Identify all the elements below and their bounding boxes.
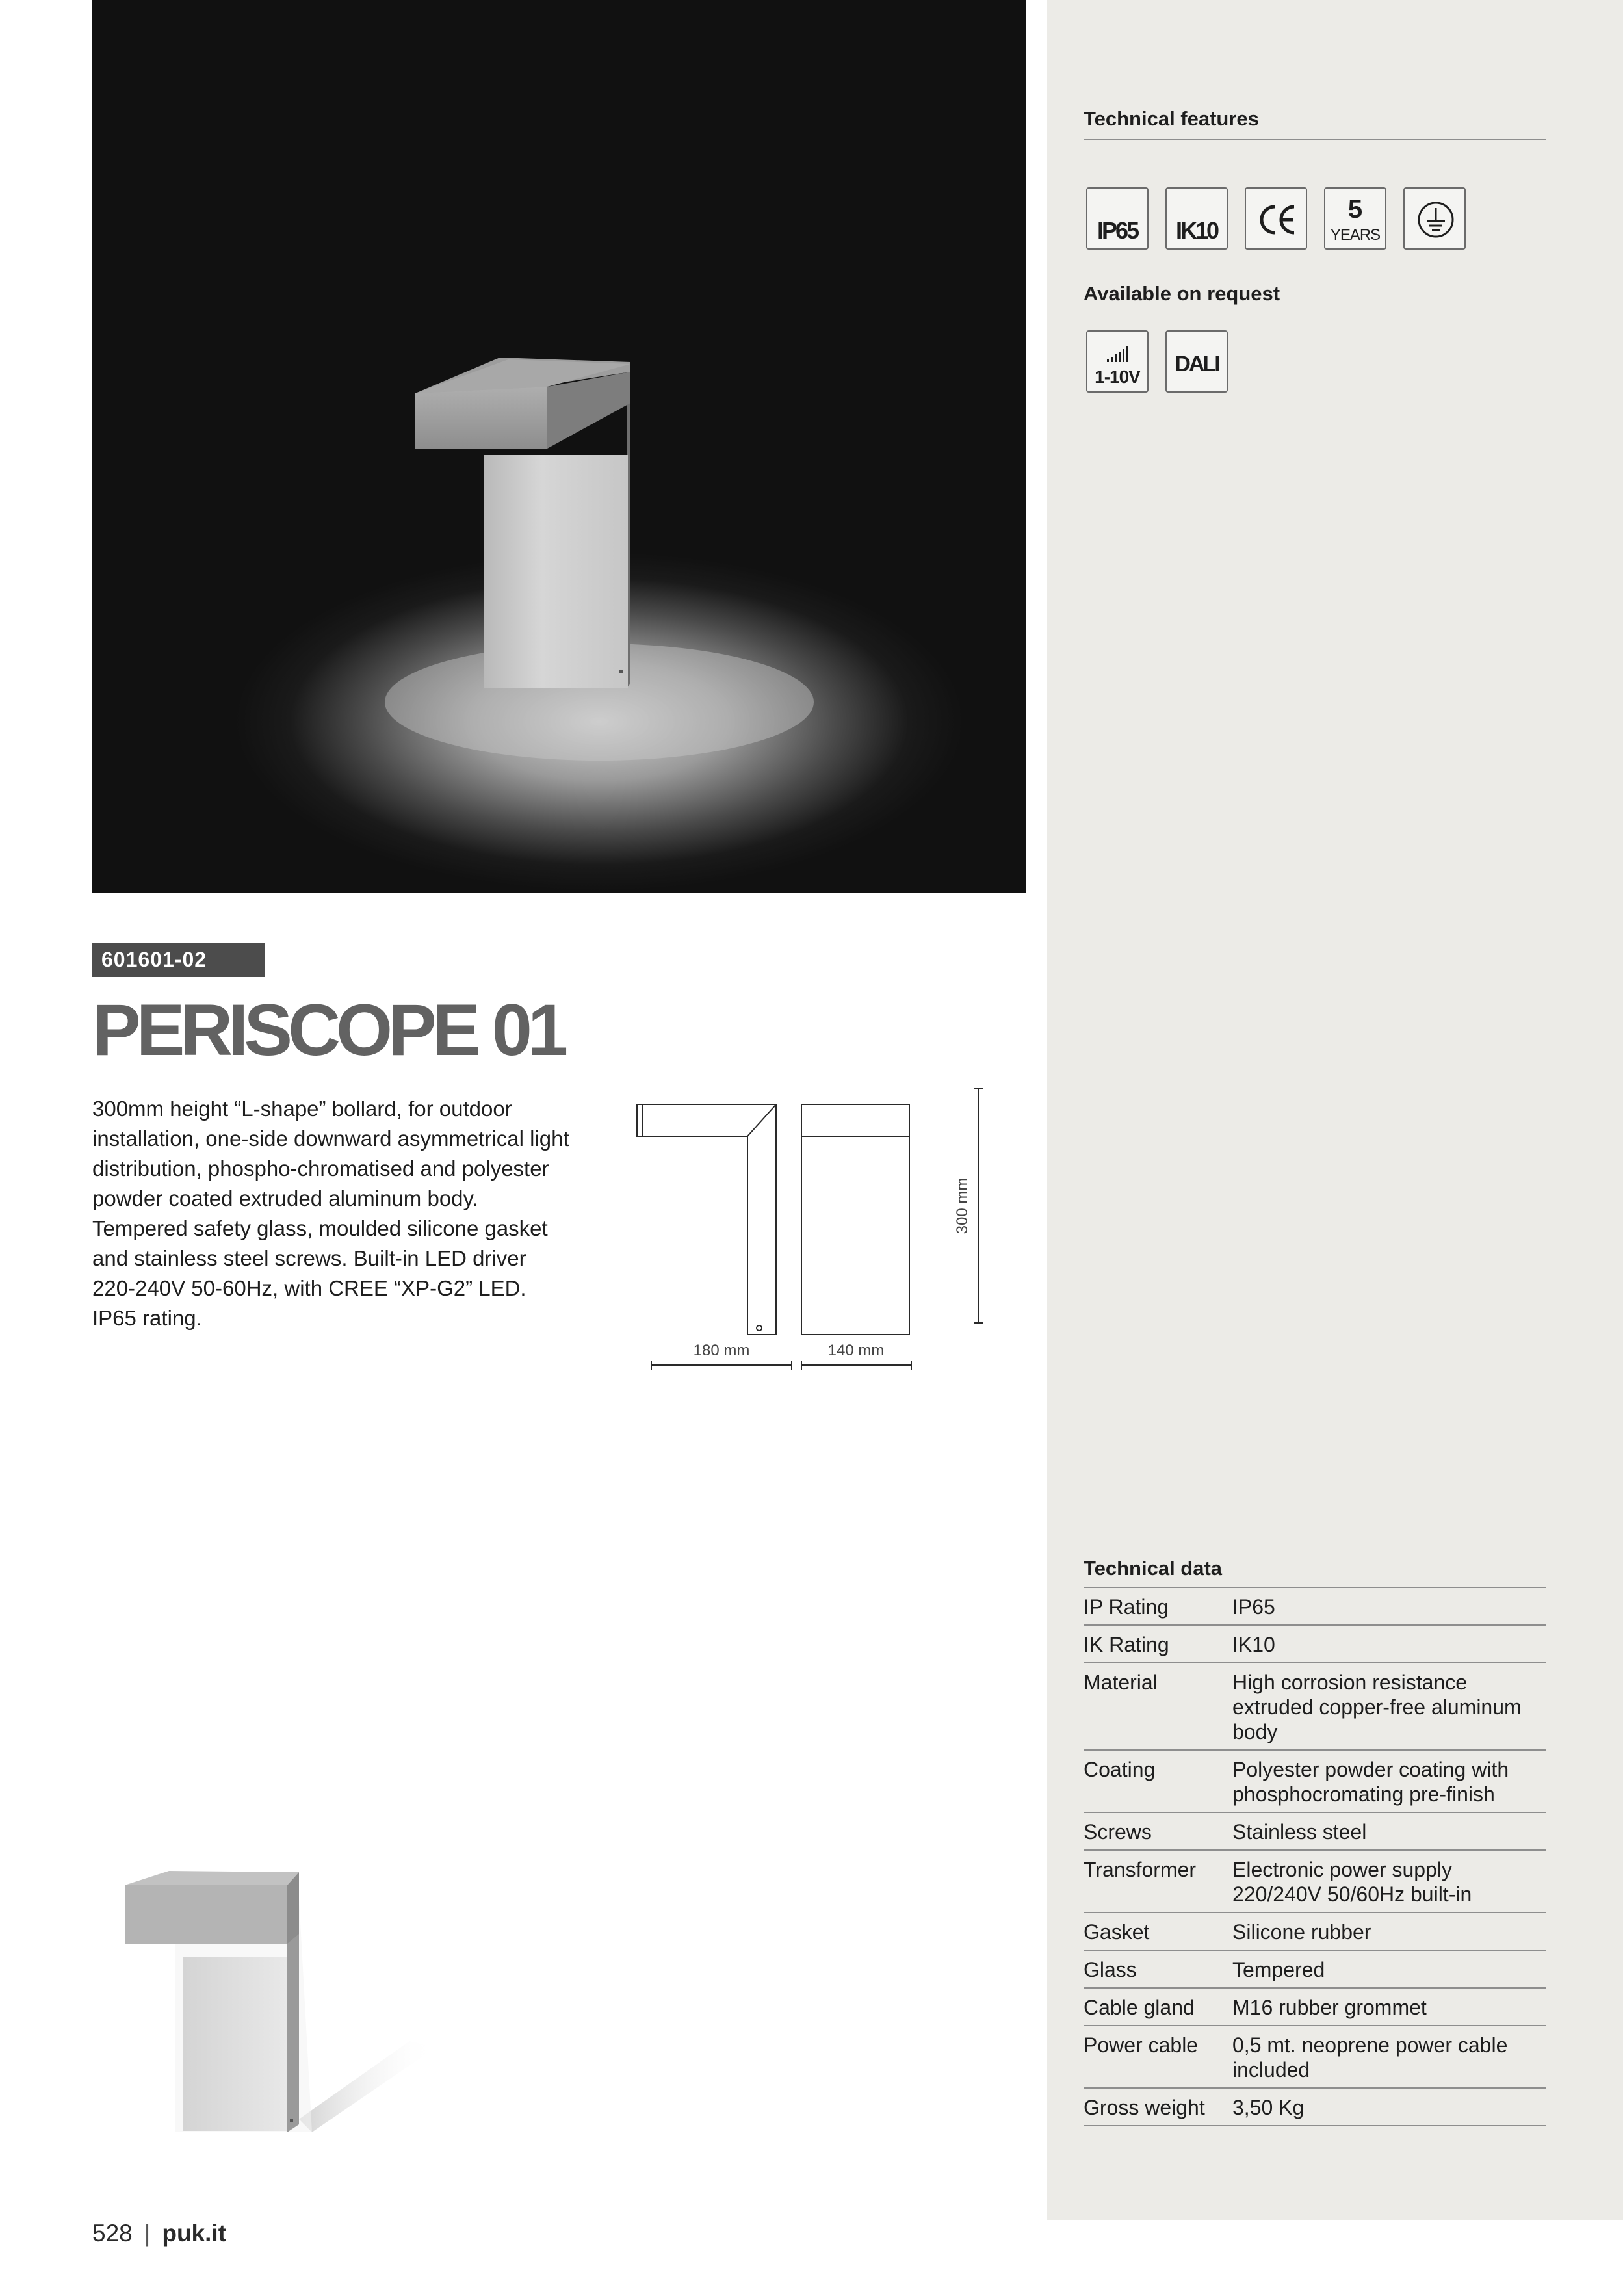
on-request-icons [1086,330,1228,393]
dimming-1-10v-icon: 1-10V [1086,330,1149,393]
table-row: IP Rating IP65 [1084,1588,1546,1626]
ip65-icon: IP65 [1086,187,1149,250]
available-on-request-heading: Available on request [1084,282,1280,305]
height-dimension-label: 300 mm [954,1177,971,1234]
page-number: 528 [92,2220,133,2247]
technical-data-heading: Technical data [1084,1557,1223,1580]
depth-dimension-label: 140 mm [827,1342,885,1359]
footer-website: puk.it [162,2220,227,2247]
table-row: Gross weight 3,50 Kg [1084,2089,1546,2126]
table-row: Coating Polyester powder coating with phosphocromating pre-finish [1084,1751,1546,1813]
technical-data-table [1084,1588,1546,2126]
ik10-icon: IK10 [1165,187,1228,250]
ce-mark-icon [1245,187,1307,250]
table-row: Glass Tempered [1084,1951,1546,1989]
product-render-thumbnail [97,1846,513,2158]
hero-product-photo [92,0,1026,893]
technical-features-icons [1086,187,1466,250]
table-row: Cable gland M16 rubber grommet [1084,1989,1546,2026]
front-view-outline [801,1104,909,1335]
bollard-illustration [92,0,1026,893]
technical-drawing [624,1079,988,1378]
warranty-icon: 5 YEARS [1324,187,1386,250]
table-row: Material High corrosion resistance extruded copper-free aluminum body [1084,1663,1546,1751]
table-row: IK Rating IK10 [1084,1626,1546,1663]
table-row: Transformer Electronic power supply 220/240V 50/60Hz built-in [1084,1851,1546,1913]
width-dimension-label: 180 mm [693,1342,750,1359]
earth-ground-icon [1403,187,1466,250]
page-footer [92,2220,226,2247]
product-description: 300mm height “L-shape” bollard, for outdoor installation, one-side downward asymmetrical light distribution, phospho-chromatised and polyester powder coated extruded aluminum body. Tempered safety glass, moulded silicone gasket and stainless steel screws. Built-in LED driver 220-240V 50-60Hz, with CREE “XP-G2” LED. IP65 rating. [92,1097,569,1330]
product-title: PERISCOPE 01 [92,989,564,1071]
dali-icon: DALI [1165,330,1228,393]
heading-divider [1084,139,1546,140]
side-view-outline [637,1104,776,1335]
dimension-lines [651,1089,983,1370]
technical-features-heading: Technical features [1084,107,1259,130]
table-row: Screws Stainless steel [1084,1813,1546,1851]
footer-separator: | [144,2220,151,2247]
table-row: Power cable 0,5 mt. neoprene power cable included [1084,2026,1546,2089]
table-row: Gasket Silicone rubber [1084,1913,1546,1951]
product-code-badge: 601601-02 [92,943,265,977]
